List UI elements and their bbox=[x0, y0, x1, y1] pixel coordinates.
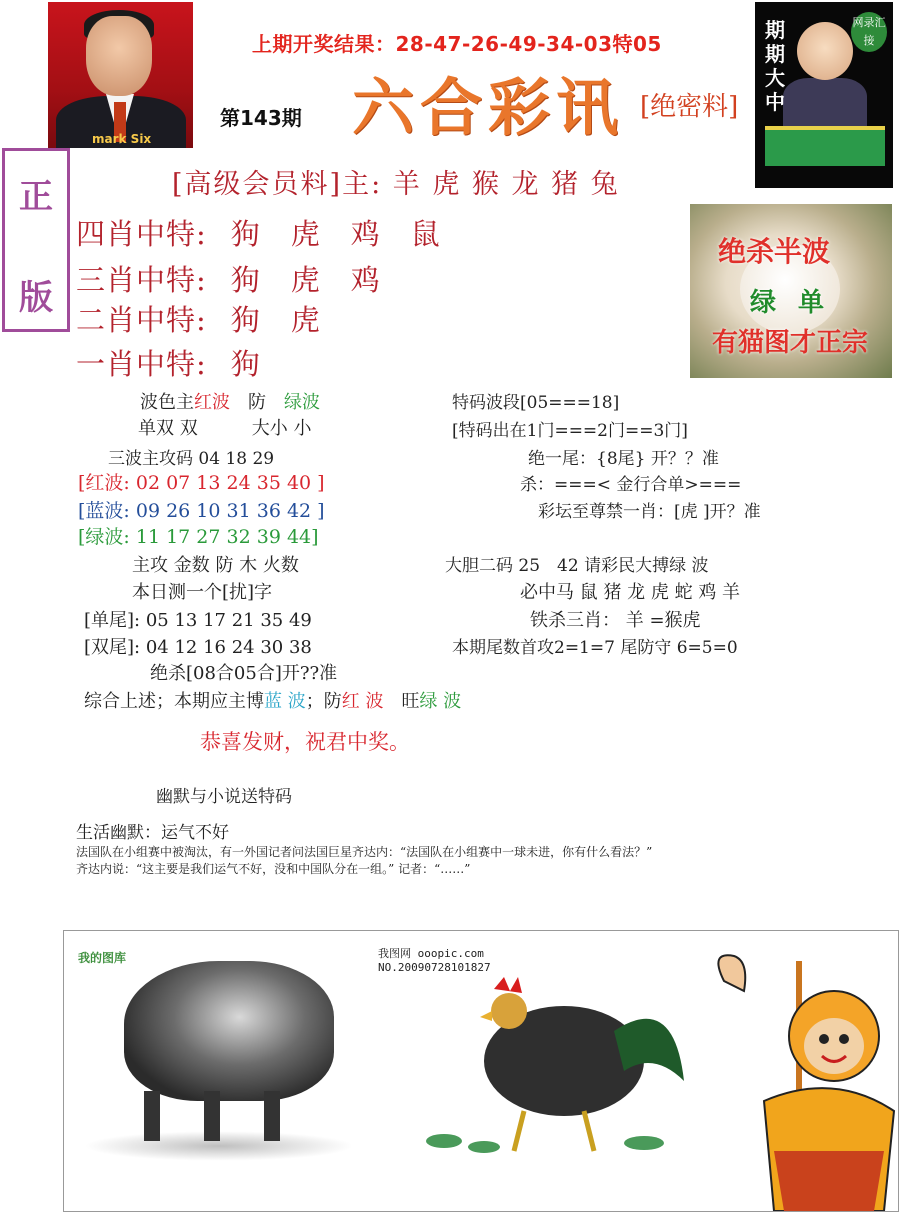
cat-image-box bbox=[690, 204, 892, 378]
monkey-king-image bbox=[704, 941, 899, 1211]
dadan-line: 大胆二码 25 42 请彩民大搏绿 波 bbox=[445, 556, 709, 576]
bose-guard: 绿波 bbox=[284, 392, 320, 413]
title-tag: [绝密料] bbox=[640, 92, 739, 122]
shengxiao-row bbox=[76, 298, 321, 339]
zodiac-pictures bbox=[63, 930, 899, 1212]
watermark-line-1: 我图网 ooopic.com bbox=[378, 947, 484, 960]
badge-logo: 网录汇接 bbox=[851, 12, 887, 52]
sha-line: 杀：===< 金行合单>=== bbox=[520, 475, 742, 495]
blue-wave-nums: : 09 26 10 31 36 42 ] bbox=[123, 500, 325, 522]
summary-prefix: 综合上述；本期应主博 bbox=[84, 691, 264, 712]
tiesha-line: 铁杀三肖： 羊 =猴虎 bbox=[530, 610, 701, 631]
summary-red: 红 波 bbox=[341, 691, 384, 712]
cat-text-1: 绝杀半波 bbox=[718, 235, 831, 268]
caitan-line: 彩坛至尊禁一肖：[虎 ]开？准 bbox=[538, 502, 761, 522]
bose-line bbox=[140, 388, 320, 414]
shengxiao-label: 三肖中特: bbox=[76, 263, 207, 297]
red-wave-nums: : 02 07 13 24 35 40 ] bbox=[123, 472, 325, 494]
cat-text-2: 绿单 bbox=[750, 288, 847, 318]
green-wave-line bbox=[78, 522, 319, 549]
summary-green: 绿 波 bbox=[419, 691, 462, 712]
red-wave-line bbox=[78, 468, 325, 495]
weishu-line: 本期尾数首攻2=1=7 尾防守 6=5=0 bbox=[452, 638, 738, 658]
header-photo-right bbox=[755, 2, 893, 188]
humor-heading: 幽默与小说送特码 bbox=[156, 787, 292, 807]
humor-line-2: 齐达内说：“这主要是我们运气不好，没和中国队分在一组。” 记者：“……” bbox=[76, 862, 471, 876]
shengxiao-label: 二肖中特: bbox=[76, 303, 207, 337]
summary-mid2: 旺 bbox=[383, 691, 420, 712]
gallery-logo: 我的图库 bbox=[78, 951, 127, 965]
dan-wei-line: [单尾]: 05 13 17 21 35 49 bbox=[84, 610, 312, 631]
bizhong-line: 必中马 鼠 猪 龙 虎 蛇 鸡 羊 bbox=[520, 582, 741, 603]
vip-line: [高级会员料]主: 羊 虎 猴 龙 猪 兔 bbox=[172, 169, 620, 200]
humor-line-1: 法国队在小组赛中被淘汰，有一外国记者问法国巨星齐达内：“法国队在小组赛中一球未进，你有什么看法？” bbox=[76, 845, 653, 859]
shengxiao-label: 一肖中特: bbox=[76, 347, 207, 381]
green-wave-label: [绿波 bbox=[78, 526, 124, 548]
summary-line bbox=[84, 687, 461, 713]
issue-number: 第143期 bbox=[220, 106, 302, 130]
shengxiao-row bbox=[76, 212, 441, 253]
bose-main: 红波 bbox=[194, 392, 230, 413]
brand-logo: mark Six bbox=[92, 132, 152, 146]
shengxiao-row bbox=[76, 342, 261, 383]
bose-mid: 防 bbox=[248, 392, 266, 413]
bose-prefix: 波色主 bbox=[140, 392, 194, 413]
jue-yi-wei: 绝一尾：{8尾} 开？？准 bbox=[528, 449, 719, 469]
blue-wave-line bbox=[78, 496, 325, 523]
watermark-line-2: NO.20090728101827 bbox=[378, 961, 491, 974]
danshuang-line: 单双 双 大小 小 bbox=[138, 418, 312, 439]
tema-boduan: 特码波段[05===18] bbox=[452, 393, 620, 413]
juesha-line: 绝杀[08合05合]开??准 bbox=[150, 663, 338, 684]
shengxiao-animals: 狗 bbox=[230, 347, 261, 381]
genuine-char-2: 版 bbox=[19, 278, 53, 318]
summary-mid: ；防 bbox=[305, 691, 342, 712]
green-wave-nums: : 11 17 27 32 39 44] bbox=[123, 526, 319, 548]
header-photo-left bbox=[48, 2, 193, 148]
humor-title: 生活幽默：运气不好 bbox=[76, 823, 229, 843]
zhugong-line: 主攻 金数 防 木 火数 bbox=[132, 555, 299, 576]
blue-wave-label: [蓝波 bbox=[78, 500, 124, 522]
shengxiao-animals: 狗 虎 鸡 bbox=[230, 263, 381, 297]
sanbo-line: 三波主攻码 04 18 29 bbox=[108, 449, 275, 469]
shengxiao-row bbox=[76, 258, 381, 299]
rooster-image bbox=[414, 971, 694, 1161]
last-result: 上期开奖结果：28-47-26-49-34-03特05 bbox=[252, 32, 662, 56]
genuine-char-1: 正 bbox=[19, 177, 53, 217]
cat-text-3: 有猫图才正宗 bbox=[712, 328, 869, 358]
red-wave-label: [红波 bbox=[78, 472, 124, 494]
vertical-slogan: 期期大中 bbox=[765, 18, 785, 114]
shuang-wei-line: [双尾]: 04 12 16 24 30 38 bbox=[84, 637, 312, 658]
shengxiao-animals: 狗 虎 鸡 鼠 bbox=[230, 217, 441, 251]
pig-image bbox=[124, 961, 334, 1101]
benri-line: 本日测一个[扰]字 bbox=[132, 582, 273, 603]
page-title: 六合彩讯 bbox=[352, 71, 625, 144]
shengxiao-animals: 狗 虎 bbox=[230, 303, 321, 337]
blessing: 恭喜发财，祝君中奖。 bbox=[200, 730, 410, 754]
genuine-badge bbox=[2, 148, 70, 332]
shengxiao-label: 四肖中特: bbox=[76, 217, 207, 251]
tema-men: [特码出在1门===2门==3门] bbox=[452, 421, 688, 441]
summary-blue: 蓝 波 bbox=[264, 691, 306, 712]
